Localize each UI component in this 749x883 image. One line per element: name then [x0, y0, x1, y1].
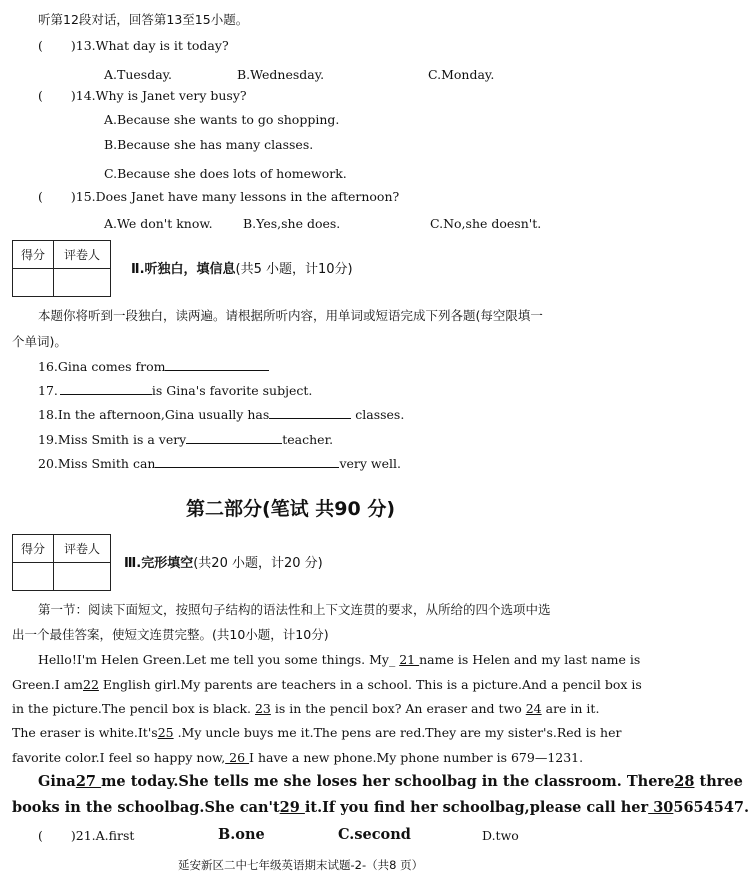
part-2-title: 第二部分(笔试 共90 分): [186, 498, 396, 520]
q15-option-a: A.We don't know.: [104, 216, 213, 231]
blank-25[interactable]: 25: [157, 725, 174, 740]
passage-line-1: Hello!I'm Helen Green.Let me tell you some things. My_ 21 name is Helen and my last name is: [38, 652, 641, 667]
section-3-instructions-1: 第一节：阅读下面短文，按照句子结构的语法性和上下文连贯的要求，从所给的四个选项中选: [38, 602, 551, 617]
blank-28[interactable]: 28: [674, 773, 695, 790]
score-label: 得分: [13, 241, 54, 269]
grader-label: 评卷人: [54, 241, 111, 269]
blank-18[interactable]: [269, 406, 351, 419]
passage-line-2: Green.I am22 English girl.My parents are teachers in a school. This is a picture.And a pencil box is: [12, 677, 642, 692]
section-3-heading: Ⅲ.完形填空(共20 小题，计20 分): [124, 556, 323, 571]
score-label: 得分: [13, 535, 54, 563]
listening-intro: 听第12段对话，回答第13至15小题。: [38, 12, 249, 27]
blank-22[interactable]: 22: [83, 677, 99, 692]
q21-option-d: D.two: [482, 828, 519, 843]
q13-option-a: A.Tuesday.: [104, 67, 173, 82]
passage-line-4: The eraser is white.It's25 .My uncle buys me it.The pens are red.They are my sister's.Red is her: [12, 725, 622, 740]
question-16: 16.Gina comes from: [38, 358, 269, 375]
score-box: [12, 240, 111, 297]
passage-line-6: Gina27 me today.She tells me she loses her schoolbag in the classroom. There28 three: [38, 773, 743, 790]
blank-17[interactable]: [60, 382, 152, 395]
passage-line-5: favorite color.I feel so happy now, 26 I have a new phone.My phone number is 679—1231.: [12, 750, 584, 765]
section-2-instructions-2: 个单词)。: [12, 334, 67, 349]
section-3-instructions-2: 出一个最佳答案，使短文连贯完整。(共10小题，计10分): [12, 627, 329, 642]
q21-option-b: B.one: [218, 826, 265, 843]
blank-29[interactable]: 29: [279, 799, 305, 816]
section-2-instructions-1: 本题你将听到一段独白，读两遍。请根据所听内容，用单词或短语完成下列各题(每空限填一: [38, 308, 543, 323]
page-footer: 延安新区二中七年级英语期末试题-2-（共8 页）: [178, 858, 424, 872]
blank-30[interactable]: 30: [648, 799, 674, 816]
blank-21[interactable]: 21: [399, 652, 420, 667]
question-14: ( )14.Why is Janet very busy?: [38, 88, 247, 103]
q15-option-b: B.Yes,she does.: [243, 216, 341, 231]
blank-23[interactable]: 23: [254, 701, 271, 716]
q13-option-b: B.Wednesday.: [237, 67, 325, 82]
question-21: ( )21.A.first: [38, 828, 135, 843]
blank-27[interactable]: 27: [75, 773, 102, 790]
passage-line-3: in the picture.The pencil box is black. 23 is in the pencil box? An eraser and two 24 are in it.: [12, 701, 600, 716]
q14-option-a: A.Because she wants to go shopping.: [104, 112, 340, 127]
q13-option-c: C.Monday.: [428, 67, 495, 82]
q14-option-b: B.Because she has many classes.: [104, 137, 314, 152]
blank-19[interactable]: [186, 431, 282, 444]
q14-option-c: C.Because she does lots of homework.: [104, 166, 347, 181]
question-15: ( )15.Does Janet have many lessons in the afternoon?: [38, 189, 400, 204]
question-19: 19.Miss Smith is a very teacher.: [38, 432, 334, 447]
blank-20[interactable]: [155, 455, 339, 468]
q15-option-c: C.No,she doesn't.: [430, 216, 542, 231]
question-18: 18.In the afternoon,Gina usually has classes.: [38, 407, 405, 422]
score-cell: [13, 563, 54, 591]
grader-cell: [54, 269, 111, 297]
grader-label: 评卷人: [54, 535, 111, 563]
score-cell: [13, 269, 54, 297]
blank-24[interactable]: 24: [525, 701, 542, 716]
question-13: ( )13.What day is it today?: [38, 38, 229, 53]
grader-cell: [54, 563, 111, 591]
question-20: 20.Miss Smith can very well.: [38, 456, 401, 471]
blank-16[interactable]: [165, 358, 269, 371]
question-17: 17. is Gina's favorite subject.: [38, 383, 313, 398]
blank-26[interactable]: 26: [225, 750, 250, 765]
section-2-heading: Ⅱ.听独白，填信息(共5 小题，计10分): [131, 262, 353, 277]
q21-option-a: A.first: [95, 828, 135, 843]
q21-option-c: C.second: [338, 826, 411, 843]
passage-line-7: books in the schoolbag.She can't29 it.If you find her schoolbag,please call her 305654547.: [12, 799, 749, 816]
score-box-2: [12, 534, 111, 591]
